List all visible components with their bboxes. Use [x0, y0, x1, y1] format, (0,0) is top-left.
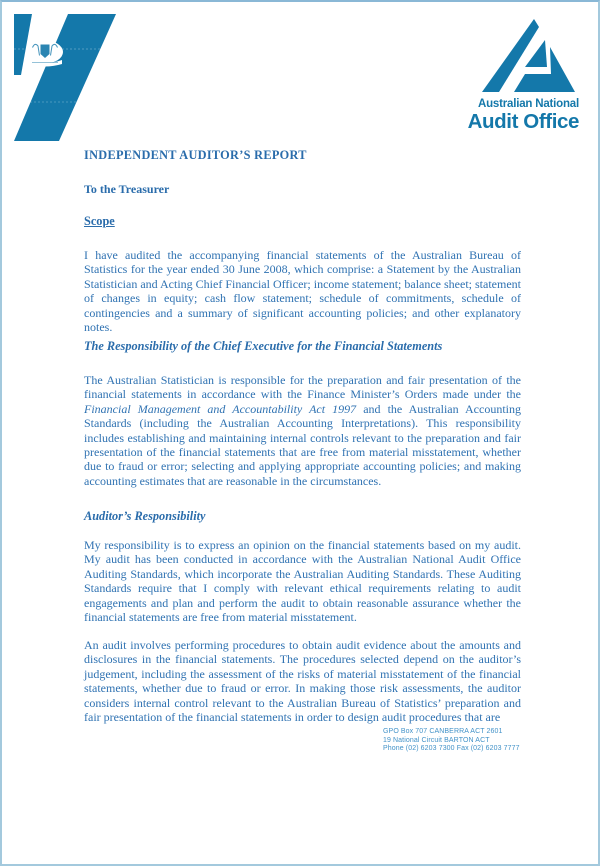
paragraph-responsibility-rest: and the Australian Accounting Standards (including the Australian Accounting Interpretations). This responsibility includes establishing and maintaining internal controls relevant to the preparation and fair presentation of the financial statements that are free from material misstatement, whether due to fraud or error; selecting and applying appropriate accounting policies; and making accounting estimates that are reasonable in the circumstances. — [84, 401, 522, 488]
paragraph-auditor-responsibility: My responsibility is to express an opinion on the financial statements based on my audit. My audit has been conducted in accordance with the Australian National Audit Office Auditing Standards, which incorporate the Australian Auditing Standards. These Auditing Standards require that I comply with relevant ethical requirements relating to audit engagements and plan and perform the audit to obtain reasonable assurance whether the financial statements are free from material misstatement. — [84, 538, 521, 625]
address-line-phone-fax: Phone (02) 6203 7300 Fax (02) 6203 7777 — [383, 745, 520, 753]
anao-diagonal-stripes-logo — [2, 2, 132, 152]
anao-wordmark — [468, 99, 579, 132]
report-title: INDEPENDENT AUDITOR’S REPORT — [84, 148, 307, 162]
stripe-small — [14, 14, 32, 75]
office-address — [383, 728, 520, 754]
org-name-line1: Australian National — [478, 98, 579, 110]
salutation: To the Treasurer — [84, 182, 170, 196]
auditor-responsibility-heading: Auditor’s Responsibility — [84, 509, 206, 523]
paragraph-audit-scope: I have audited the accompanying financial statements of the Australian Bureau of Statistics for the year ended 30 June 2008, which comprise: a Statement by the Australian Statistician and Acting Chief Financial Officer; income statement; balance sheet; statement of changes in equity; cash flow statement; schedule of commitments, schedule of contingencies and a summary of significant accounting policies; and other explanatory notes. — [84, 248, 521, 335]
responsibility-heading: The Responsibility of the Chief Executive for the Financial Statements — [84, 339, 443, 353]
anao-triangle-icon — [478, 14, 578, 94]
scope-heading: Scope — [84, 214, 115, 228]
paragraph-responsibility — [84, 373, 521, 488]
address-line-po-box: GPO Box 707 CANBERRA ACT 2601 — [383, 728, 503, 735]
stripe-large — [14, 14, 116, 141]
address-line-street: 19 National Circuit BARTON ACT — [383, 736, 490, 744]
paragraph-audit-procedures: An audit involves performing procedures to obtain audit evidence about the amounts and disclosures in the financial statements. The procedures selected depend on the auditor’s judgement, including the assessment of the risks of material misstatement of the financial statements, whether due to fraud or error. In making those risk assessments, the auditor considers internal control relevant to the Australian Bureau of Statistics’ preparation and fair presentation of the financial statements in order to design audit procedures that are — [84, 638, 521, 725]
paragraph-responsibility-lead: The Australian Statistician is responsible for the preparation and fair presentation of the financial statements in accordance with the Finance Minister’s Orders made under the — [84, 373, 521, 402]
act-title: Financial Management and Accountability Act 1997 — [84, 401, 357, 416]
org-name-line2: Audit Office — [467, 109, 579, 133]
